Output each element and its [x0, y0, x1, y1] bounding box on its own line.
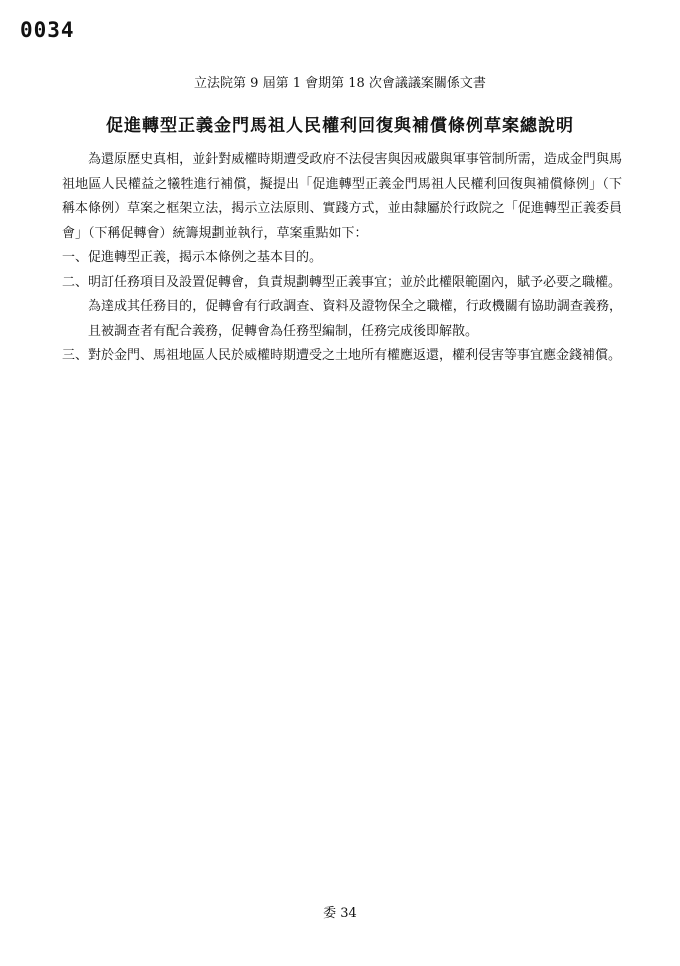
- list-item-3: 三、對於金門、馬祖地區人民於威權時期遭受之土地所有權應返還，權利侵害等事宜應金錢補償。: [62, 348, 622, 363]
- page-number-top: 0034: [20, 18, 75, 42]
- list-item-1: 一、促進轉型正義，揭示本條例之基本目的。: [62, 250, 323, 265]
- list-item-2: 二、明訂任務項目及設置促轉會，負責規劃轉型正義事宜；並於此權限範圍內，賦予必要之職權。: [62, 274, 622, 290]
- intro-paragraph: 為還原歷史真相，並針對威權時期遭受政府不法侵害與因戒嚴與軍事管制所需，造成金門與馬祖地區人民權益之犧牲進行補償，擬提出「促進轉型正義金門馬祖人民權利回復與補償條例」（下稱本條例）草案之框架立法，揭示立法原則、實踐方式，並由隸屬於行政院之「促進轉型正義委員會」（下稱促轉會）統籌規劃並執行，草案重點如下：: [62, 152, 622, 241]
- list-item-2-detail: 為達成其任務目的，促轉會有行政調查、資料及證物保全之職權，行政機關有協助調查義務，且被調查者有配合義務，促轉會為任務型編制，任務完成後即解散。: [88, 299, 622, 339]
- document-title: 促進轉型正義金門馬祖人民權利回復與補償條例草案總說明: [106, 116, 574, 136]
- document-body: [62, 148, 622, 369]
- session-header: 立法院第 9 屆第 1 會期第 18 次會議議案關係文書: [194, 76, 486, 91]
- page-footer: 委 34: [323, 906, 357, 921]
